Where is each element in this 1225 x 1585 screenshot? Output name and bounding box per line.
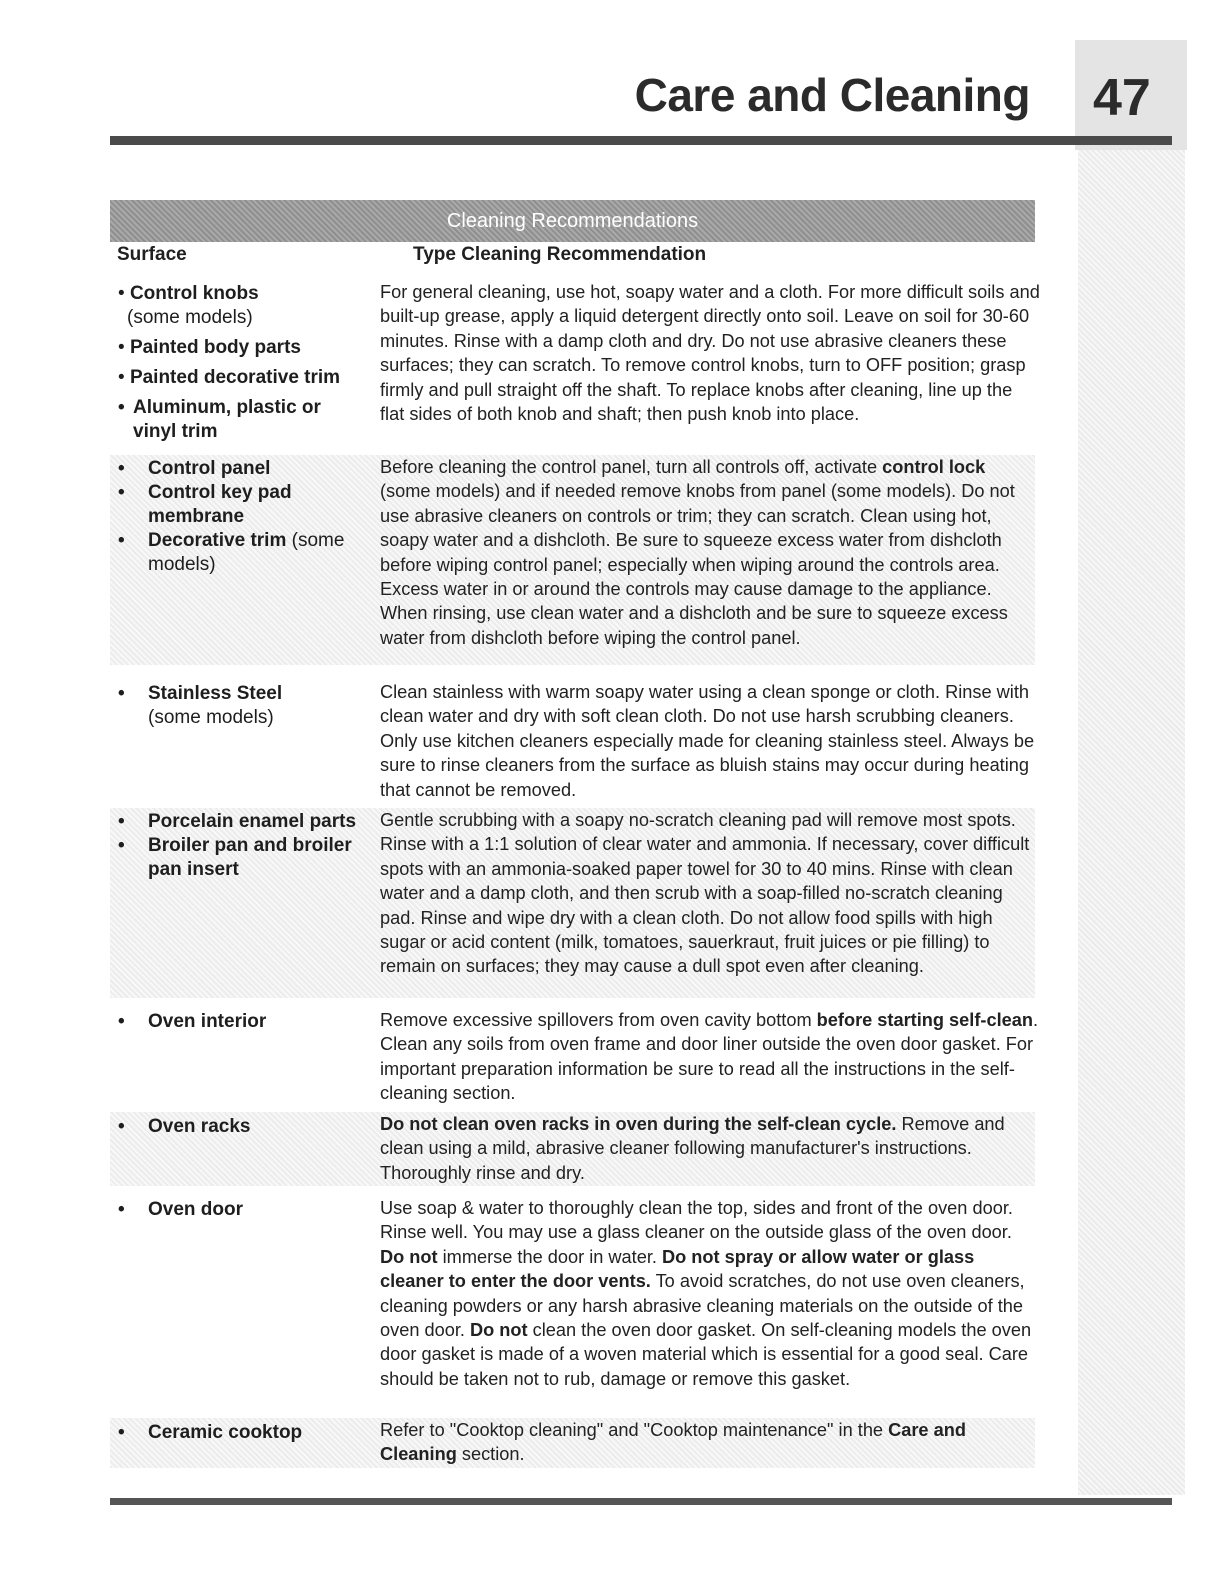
table-row [110, 1418, 1035, 1468]
table-row [110, 680, 1035, 802]
top-rule [110, 136, 1172, 145]
table-row [110, 280, 1040, 448]
recommendation-cell: Refer to "Cooktop cleaning" and "Cooktop maintenance" in the Care and Cleaning section. [380, 1420, 966, 1465]
surface-cell: • Ceramic cooktop [118, 1422, 303, 1443]
page-title: Care and Cleaning [634, 69, 1030, 121]
recommendation-cell: Before cleaning the control panel, turn all controls off, activate control lock (some models) and if needed remove knobs from panel (some models). Do not use abrasive cleaners on controls or trim; they can scratch. Clean using hot, soapy water and a dishcloth. Be sure to squeeze excess water from dishcloth before wiping control panel; especially when wiping around the controls area. Excess water in or around the controls may cause damage to the appliance. When rinsing, use clean water and a dishcloth and be sure to squeeze excess water from dishcloth before wiping the control panel. [380, 457, 1015, 648]
recommendation-cell: Remove excessive spillovers from oven cavity bottom before starting self-clean. Clean any soils from oven frame and door liner outside the oven door gasket. For important preparation information be sure to read all the instructions in the self-cleaning section. [380, 1010, 1039, 1104]
surface-name: Oven door [148, 1199, 244, 1220]
surface-cell: • Oven racks [118, 1116, 251, 1137]
surface-name: Oven interior [148, 1011, 267, 1032]
side-strip [1078, 150, 1185, 1495]
surface-name: Porcelain enamel parts [148, 811, 357, 832]
surface-cell: • Control knobs (some models) • Painted body parts • Painted decorative trim • Aluminum, plastic or vinyl trim [118, 282, 363, 450]
surface-note: (some models) [127, 307, 253, 328]
surface-name: Decorative trim [148, 530, 287, 551]
surface-name: Ceramic cooktop [148, 1422, 303, 1443]
surface-cell: • Oven door [118, 1199, 244, 1220]
surface-cell: • Oven interior [118, 1011, 267, 1032]
surface-name: Control panel [148, 458, 271, 479]
recommendation-cell: For general cleaning, use hot, soapy water and a cloth. For more difficult soils and built-up grease, apply a liquid detergent directly onto soil. Leave on soil for 30-60 minutes. Rinse with a damp cloth and dry. Do not use abrasive cleaners these surfaces; they can scratch. To remove control knobs, turn to OFF position; grasp firmly and pull straight off the shaft. To replace knobs after cleaning, line up the flat sides of both knob and shaft; then push knob into place. [380, 282, 1040, 425]
table-banner-label: Cleaning Recommendations [446, 210, 699, 232]
surface-cell: • Control panel • Control key pad membrane • Decorative trim (some models) [118, 458, 345, 575]
recommendation-cell: Do not clean oven racks in oven during the self-clean cycle. Remove and clean using a mild, abrasive cleaner following manufacturer's instructions. Thoroughly rinse and dry. [380, 1114, 1005, 1183]
table-row [110, 1112, 1035, 1186]
surface-note: (some models) [148, 707, 274, 728]
table-row [110, 455, 1035, 665]
surface-name: Broiler pan and broiler pan insert [148, 835, 352, 880]
surface-note: (some models) [148, 530, 345, 575]
surface-name: Control key pad membrane [148, 482, 292, 527]
recommendation-cell: Clean stainless with warm soapy water using a clean sponge or cloth. Rinse with clean water and dry with soft clean cloth. Do not use harsh scrubbing cleaners. Only use kitchen cleaners especially made for cleaning stainless steel. Always be sure to rinse cleaners from the surface as bluish stains may occur during heating that cannot be removed. [380, 682, 1035, 800]
table-row [110, 808, 1035, 998]
table-banner [110, 200, 1035, 242]
recommendation-cell: Gentle scrubbing with a soapy no-scratch cleaning pad will remove most spots. Rinse with a 1:1 solution of clear water and ammonia. If necessary, cover difficult spots with an ammonia-soaked paper towel for 30 to 40 mins. Rinse with clean water and a damp cloth, and then scrub with a soap-filled no-scratch cleaning pad. Rinse and wipe dry with a clean cloth. Do not allow food spills with high sugar or acid content (milk, tomatoes, sauerkraut, fruit juices or pie filling) to remain on surfaces; they may cause a dull spot even after cleaning. [380, 810, 1030, 977]
surface-cell: • Porcelain enamel parts • Broiler pan and broiler pan insert [118, 811, 357, 880]
recommendation-cell: Use soap & water to thoroughly clean the top, sides and front of the oven door. Rinse well. You may use a glass cleaner on the outside glass of the oven door. Do not immerse the door in water. Do not spray or allow water or glass cleaner to enter the door vents. To avoid scratches, do not use oven cleaners, cleaning powders or any harsh abrasive cleaning materials on the outside of the oven door. Do not clean the oven door gasket. On self-cleaning models the oven door gasket is made of a woven material which is essential for a good seal. Care should be taken not to rub, damage or remove this gasket. [380, 1198, 1032, 1389]
surface-name: Oven racks [148, 1116, 251, 1137]
surface-name: Stainless Steel [148, 683, 283, 704]
bottom-rule [110, 1498, 1172, 1505]
surface-name: Aluminum, plastic or vinyl trim [133, 397, 321, 442]
surface-cell: • Stainless Steel (some models) [118, 682, 363, 736]
surface-name: Painted body parts [129, 337, 301, 358]
column-header-type: Type Cleaning Recommendation [413, 244, 707, 265]
surface-name: Control knobs [129, 283, 259, 304]
surface-name: Painted decorative trim [129, 367, 341, 388]
column-header-surface: Surface [117, 244, 187, 265]
page-number: 47 [1093, 69, 1151, 127]
table-row [110, 1196, 1035, 1411]
table-row [110, 1008, 1039, 1108]
